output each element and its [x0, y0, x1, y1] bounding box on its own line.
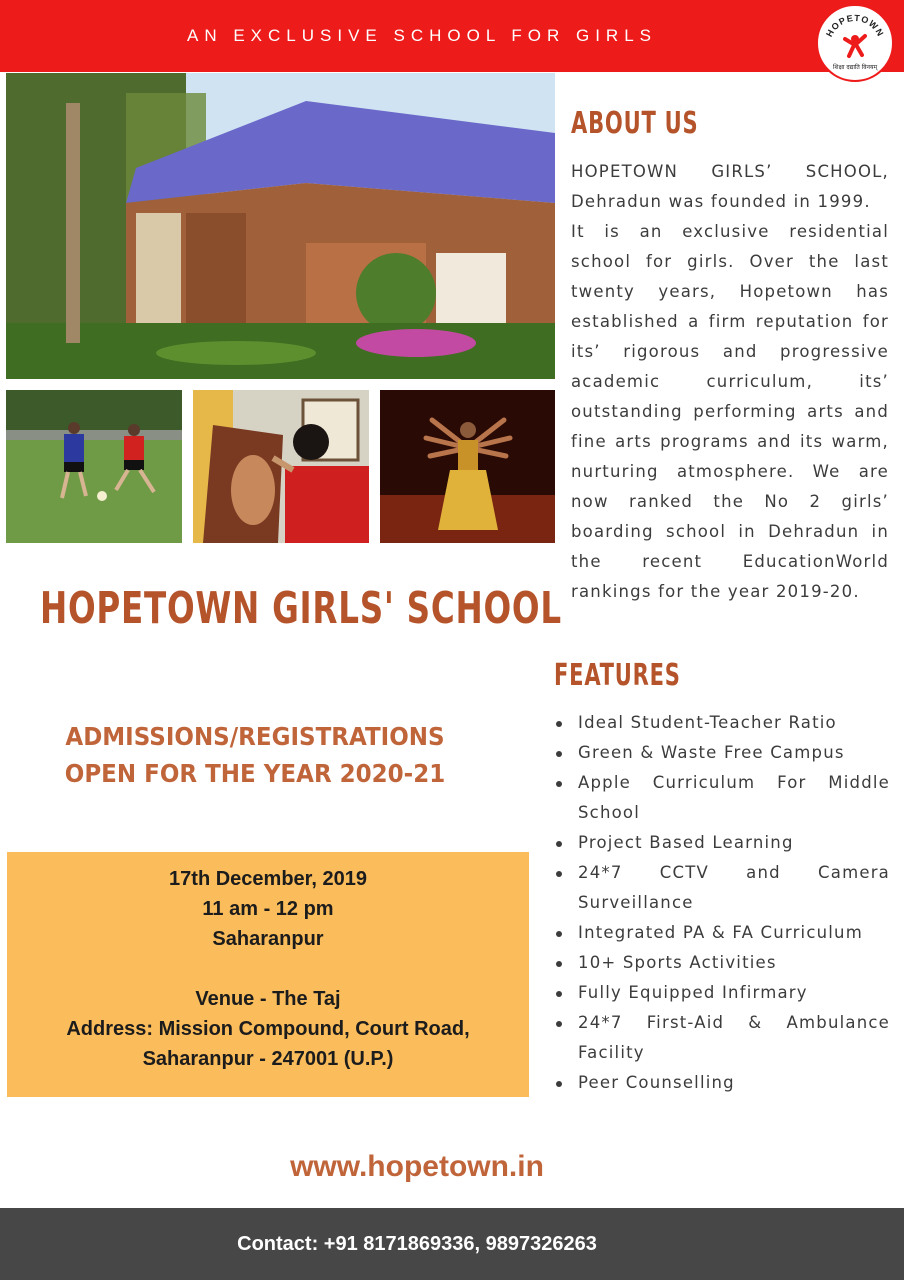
event-city: Saharanpur	[212, 928, 324, 950]
school-name-heading: HOPETOWN GIRLS' SCHOOL	[40, 583, 562, 634]
top-banner	[0, 0, 904, 72]
event-address-line-1: Address: Mission Compound, Court Road,	[66, 1018, 470, 1040]
feature-item: 24*7 CCTV and Camera Surveillance	[554, 858, 890, 918]
event-details-box	[7, 852, 529, 1097]
feature-item: Fully Equipped Infirmary	[554, 978, 890, 1008]
feature-item: Project Based Learning	[554, 828, 890, 858]
feature-item: Ideal Student-Teacher Ratio	[554, 708, 890, 738]
feature-item: 10+ Sports Activities	[554, 948, 890, 978]
contact-footer	[0, 1208, 904, 1280]
about-heading: ABOUT US	[571, 106, 699, 141]
tagline: AN EXCLUSIVE SCHOOL FOR GIRLS	[187, 26, 657, 45]
admissions-line-1: ADMISSIONS/REGISTRATIONS	[65, 722, 445, 751]
svg-text:HOPETOWN: HOPETOWN	[824, 12, 886, 39]
about-paragraph-1: HOPETOWN GIRLS’ SCHOOL, Dehradun was founded in 1999.	[571, 162, 889, 211]
admissions-notice	[48, 718, 462, 792]
feature-item: Integrated PA & FA Curriculum	[554, 918, 890, 948]
feature-item: Apple Curriculum For Middle School	[554, 768, 890, 828]
hopetown-logo	[816, 4, 894, 82]
event-address-line-2: Saharanpur - 247001 (U.P.)	[142, 1048, 394, 1070]
features-heading: FEATURES	[554, 658, 681, 693]
about-paragraph-2: It is an exclusive residential school for girls. Over the last twenty years, Hopetown has established a firm reputation for its’ rigorous and progressive academic curriculum, its’ outstanding performing arts and fine arts programs and its warm, nurturing atmosphere. We are now ranked the No 2 girls’ boarding school in Dehradun in the recent EducationWorld rankings for the year 2019-20.	[571, 222, 889, 601]
feature-item: Green & Waste Free Campus	[554, 738, 890, 768]
event-venue: Venue - The Taj	[195, 988, 341, 1010]
about-text	[571, 157, 889, 607]
contact-text: Contact: +91 8171869336, 9897326263	[237, 1232, 597, 1255]
school-building-photo	[6, 73, 555, 379]
feature-item: 24*7 First-Aid & Ambulance Facility	[554, 1008, 890, 1068]
admissions-line-2: OPEN FOR THE YEAR 2020-21	[64, 759, 446, 788]
features-list	[554, 708, 890, 1098]
classical-dance-photo	[380, 390, 555, 543]
girls-soccer-photo	[6, 390, 182, 543]
event-time: 11 am - 12 pm	[202, 898, 334, 920]
svg-text:शिक्षा दद्याति विनयम्: शिक्षा दद्याति विनयम्	[832, 64, 878, 71]
painting-student-photo	[193, 390, 369, 543]
feature-item: Peer Counselling	[554, 1068, 890, 1098]
event-date: 17th December, 2019	[169, 868, 367, 890]
website-link[interactable]: www.hopetown.in	[290, 1150, 544, 1183]
